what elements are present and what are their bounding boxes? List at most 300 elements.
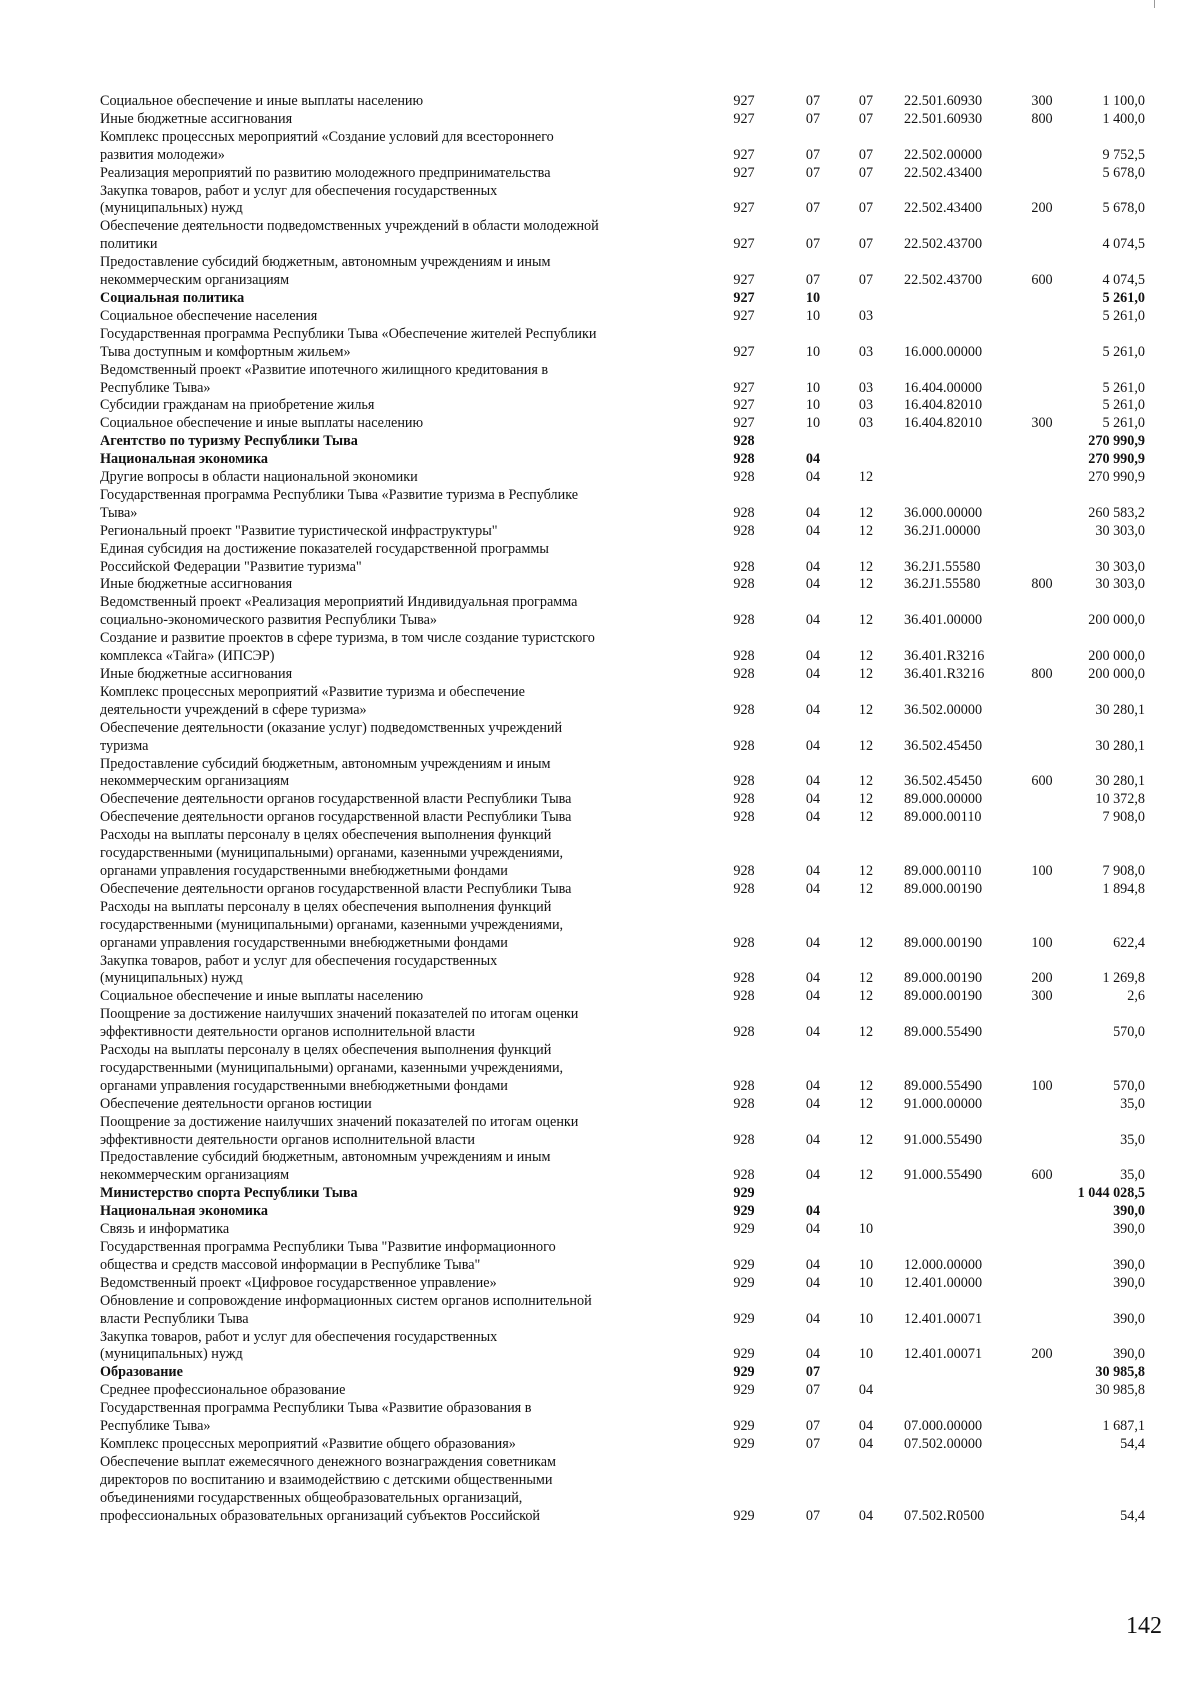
admin-code: 927 bbox=[733, 146, 755, 163]
amount: 35,0 bbox=[1120, 1167, 1145, 1184]
admin-code: 928 bbox=[733, 737, 755, 754]
amount: 270 990,9 bbox=[1088, 469, 1145, 486]
row-name: Социальное обеспечение населения bbox=[100, 307, 318, 324]
table-row bbox=[100, 1185, 1145, 1203]
table-row bbox=[100, 953, 1145, 989]
subsection-code: 03 bbox=[858, 379, 874, 396]
row-name: Региональный проект "Развитие туристической инфраструктуры" bbox=[100, 522, 498, 539]
row-name: Обеспечение деятельности органов государственной власти Республики Тыва bbox=[100, 791, 572, 808]
admin-code: 928 bbox=[733, 701, 755, 718]
section-code: 07 bbox=[805, 164, 821, 181]
amount: 260 583,2 bbox=[1088, 504, 1145, 521]
subsection-code: 04 bbox=[858, 1418, 874, 1435]
subsection-code: 12 bbox=[858, 1131, 874, 1148]
amount: 35,0 bbox=[1120, 1095, 1145, 1112]
amount: 390,0 bbox=[1113, 1310, 1145, 1327]
admin-code: 929 bbox=[733, 1382, 755, 1399]
subsection-code: 10 bbox=[858, 1274, 874, 1291]
row-name: Государственная программа Республики Тыва "Развитие информационного общества и средств массовой информации в Республике Тыва" bbox=[100, 1239, 556, 1273]
amount: 5 261,0 bbox=[1102, 415, 1145, 432]
row-name: Социальное обеспечение и иные выплаты населению bbox=[100, 93, 424, 109]
budget-table bbox=[100, 93, 1145, 1526]
table-row bbox=[100, 451, 1145, 469]
admin-code: 927 bbox=[733, 236, 755, 253]
row-name: Предоставление субсидий бюджетным, автономным учреждениям и иным некоммерческим организациям bbox=[100, 1149, 551, 1184]
table-row bbox=[100, 165, 1145, 183]
subsection-code: 12 bbox=[858, 558, 874, 575]
section-code: 04 bbox=[805, 1221, 821, 1238]
row-name: Министерство спорта Республики Тыва bbox=[100, 1185, 358, 1202]
section-code: 07 bbox=[805, 110, 821, 127]
row-name: Расходы на выплаты персоналу в целях обеспечения выполнения функций государственными (муниципальными) органами, казенными учреждениями, органами управления государственными внебюджетными фондами bbox=[100, 1042, 564, 1094]
row-name: Создание и развитие проектов в сфере туризма, в том числе создание туристского комплекса «Тайга» (ИПСЭР) bbox=[100, 630, 595, 665]
target-article-code: 89.000.55490 bbox=[904, 1077, 983, 1094]
admin-code: 928 bbox=[733, 1167, 755, 1184]
table-row bbox=[100, 827, 1145, 881]
admin-code: 927 bbox=[733, 307, 755, 324]
subsection-code: 12 bbox=[858, 1095, 874, 1112]
section-code: 07 bbox=[805, 93, 821, 109]
expense-type-code: 200 bbox=[1031, 1346, 1053, 1363]
amount: 30 303,0 bbox=[1095, 558, 1145, 575]
amount: 390,0 bbox=[1113, 1203, 1145, 1220]
section-code: 04 bbox=[805, 1131, 821, 1148]
table-row bbox=[100, 899, 1145, 953]
target-article-code: 22.502.00000 bbox=[904, 146, 983, 163]
section-code: 04 bbox=[805, 648, 821, 665]
admin-code: 928 bbox=[733, 558, 755, 575]
subsection-code: 12 bbox=[858, 880, 874, 897]
expense-type-code: 600 bbox=[1031, 773, 1053, 790]
subsection-code: 12 bbox=[858, 1167, 874, 1184]
admin-code: 929 bbox=[733, 1418, 755, 1435]
table-row bbox=[100, 1114, 1145, 1150]
amount: 30 303,0 bbox=[1095, 522, 1145, 539]
row-name: Предоставление субсидий бюджетным, автономным учреждениям и иным некоммерческим организациям bbox=[100, 254, 551, 289]
target-article-code: 22.502.43700 bbox=[904, 236, 983, 253]
subsection-code: 10 bbox=[858, 1310, 874, 1327]
target-article-code: 22.502.43700 bbox=[904, 272, 983, 289]
expense-type-code: 200 bbox=[1031, 970, 1053, 987]
table-row bbox=[100, 720, 1145, 756]
section-code: 07 bbox=[805, 272, 821, 289]
row-name: Среднее профессиональное образование bbox=[100, 1382, 346, 1399]
admin-code: 928 bbox=[733, 666, 755, 682]
target-article-code: 91.000.00000 bbox=[904, 1095, 983, 1112]
amount: 390,0 bbox=[1113, 1221, 1145, 1238]
target-article-code: 16.404.00000 bbox=[904, 379, 983, 396]
subsection-code: 04 bbox=[858, 1435, 874, 1452]
table-row bbox=[100, 1006, 1145, 1042]
subsection-code: 12 bbox=[858, 504, 874, 521]
row-name: Комплекс процессных мероприятий «Развитие общего образования» bbox=[100, 1435, 516, 1452]
subsection-code: 07 bbox=[858, 200, 874, 217]
amount: 5 261,0 bbox=[1102, 289, 1145, 306]
admin-code: 928 bbox=[733, 612, 755, 629]
section-code: 07 bbox=[805, 1364, 821, 1381]
admin-code: 927 bbox=[733, 397, 755, 414]
target-article-code: 22.502.43400 bbox=[904, 200, 983, 217]
amount: 200 000,0 bbox=[1088, 648, 1145, 665]
amount: 1 894,8 bbox=[1102, 880, 1145, 897]
amount: 7 908,0 bbox=[1102, 809, 1145, 826]
target-article-code: 12.401.00000 bbox=[904, 1274, 983, 1291]
table-row bbox=[100, 254, 1145, 290]
subsection-code: 03 bbox=[858, 415, 874, 432]
amount: 4 074,5 bbox=[1102, 236, 1145, 253]
amount: 5 261,0 bbox=[1102, 397, 1145, 414]
amount: 30 280,1 bbox=[1095, 737, 1145, 754]
table-row bbox=[100, 397, 1145, 415]
target-article-code: 07.000.00000 bbox=[904, 1418, 983, 1435]
subsection-code: 12 bbox=[858, 809, 874, 826]
admin-code: 928 bbox=[733, 648, 755, 665]
amount: 1 044 028,5 bbox=[1077, 1185, 1145, 1202]
section-code: 04 bbox=[805, 934, 821, 951]
subsection-code: 12 bbox=[858, 862, 874, 879]
section-code: 04 bbox=[805, 1095, 821, 1112]
amount: 30 985,8 bbox=[1095, 1382, 1145, 1399]
table-row bbox=[100, 1364, 1145, 1382]
admin-code: 929 bbox=[733, 1203, 755, 1220]
table-row bbox=[100, 218, 1145, 254]
row-name: Иные бюджетные ассигнования bbox=[100, 576, 293, 593]
admin-code: 929 bbox=[733, 1221, 755, 1238]
section-code: 04 bbox=[805, 1256, 821, 1273]
target-article-code: 12.000.00000 bbox=[904, 1256, 983, 1273]
amount: 5 261,0 bbox=[1102, 343, 1145, 360]
amount: 270 990,9 bbox=[1088, 451, 1145, 468]
subsection-code: 04 bbox=[858, 1507, 874, 1524]
expense-type-code: 200 bbox=[1031, 200, 1053, 217]
admin-code: 928 bbox=[733, 1077, 755, 1094]
admin-code: 929 bbox=[733, 1346, 755, 1363]
amount: 4 074,5 bbox=[1102, 272, 1145, 289]
target-article-code: 12.401.00071 bbox=[904, 1346, 983, 1363]
row-name: Государственная программа Республики Тыва «Обеспечение жителей Республики Тыва доступным и комфортным жильем» bbox=[100, 325, 597, 360]
subsection-code: 07 bbox=[858, 272, 874, 289]
subsection-code: 07 bbox=[858, 110, 874, 127]
target-article-code: 16.000.00000 bbox=[904, 343, 983, 360]
target-article-code: 89.000.55490 bbox=[904, 1024, 983, 1041]
table-row bbox=[100, 523, 1145, 541]
admin-code: 929 bbox=[733, 1256, 755, 1273]
expense-type-code: 300 bbox=[1031, 93, 1053, 109]
table-row bbox=[100, 1329, 1145, 1365]
admin-code: 928 bbox=[733, 1131, 755, 1148]
target-article-code: 36.502.45450 bbox=[904, 773, 983, 790]
table-row bbox=[100, 1096, 1145, 1114]
table-row bbox=[100, 988, 1145, 1006]
section-code: 04 bbox=[805, 522, 821, 539]
section-code: 07 bbox=[805, 200, 821, 217]
amount: 30 985,8 bbox=[1095, 1364, 1145, 1381]
table-row bbox=[100, 1454, 1145, 1526]
table-row bbox=[100, 881, 1145, 899]
target-article-code: 89.000.00190 bbox=[904, 880, 983, 897]
admin-code: 928 bbox=[733, 451, 755, 468]
table-row bbox=[100, 1293, 1145, 1329]
expense-type-code: 100 bbox=[1031, 862, 1053, 879]
section-code: 07 bbox=[805, 1507, 821, 1524]
subsection-code: 10 bbox=[858, 1346, 874, 1363]
section-code: 04 bbox=[805, 1346, 821, 1363]
amount: 7 908,0 bbox=[1102, 862, 1145, 879]
row-name: Комплекс процессных мероприятий «Создание условий для всестороннего развития молодежи» bbox=[100, 128, 554, 163]
subsection-code: 07 bbox=[858, 164, 874, 181]
amount: 200 000,0 bbox=[1088, 666, 1145, 682]
amount: 54,4 bbox=[1120, 1435, 1145, 1452]
section-code: 04 bbox=[805, 862, 821, 879]
row-name: Обновление и сопровождение информационных систем органов исполнительной власти Республики Тыва bbox=[100, 1292, 592, 1327]
section-code: 10 bbox=[805, 343, 821, 360]
section-code: 04 bbox=[805, 576, 821, 593]
row-name: Закупка товаров, работ и услуг для обеспечения государственных (муниципальных) нужд bbox=[100, 182, 498, 217]
admin-code: 927 bbox=[733, 415, 755, 432]
row-name: Социальное обеспечение и иные выплаты населению bbox=[100, 415, 424, 432]
table-row bbox=[100, 576, 1145, 594]
amount: 30 280,1 bbox=[1095, 701, 1145, 718]
target-article-code: 89.000.00110 bbox=[904, 809, 982, 826]
admin-code: 928 bbox=[733, 1024, 755, 1041]
row-name: Обеспечение деятельности подведомственных учреждений в области молодежной политики bbox=[100, 218, 599, 253]
admin-code: 928 bbox=[733, 862, 755, 879]
section-code: 04 bbox=[805, 988, 821, 1005]
target-article-code: 22.501.60930 bbox=[904, 93, 983, 109]
subsection-code: 12 bbox=[858, 934, 874, 951]
subsection-code: 12 bbox=[858, 791, 874, 808]
target-article-code: 12.401.00071 bbox=[904, 1310, 983, 1327]
admin-code: 928 bbox=[733, 469, 755, 486]
amount: 54,4 bbox=[1120, 1507, 1145, 1524]
row-name: Национальная экономика bbox=[100, 1203, 269, 1220]
admin-code: 928 bbox=[733, 988, 755, 1005]
subsection-code: 12 bbox=[858, 737, 874, 754]
amount: 200 000,0 bbox=[1088, 612, 1145, 629]
table-row bbox=[100, 326, 1145, 362]
admin-code: 928 bbox=[733, 1095, 755, 1112]
subsection-code: 03 bbox=[858, 343, 874, 360]
section-code: 04 bbox=[805, 1274, 821, 1291]
subsection-code: 03 bbox=[858, 397, 874, 414]
table-row bbox=[100, 684, 1145, 720]
section-code: 04 bbox=[805, 451, 821, 468]
section-code: 04 bbox=[805, 612, 821, 629]
row-name: Иные бюджетные ассигнования bbox=[100, 666, 293, 682]
section-code: 07 bbox=[805, 146, 821, 163]
target-article-code: 36.2J1.55580 bbox=[904, 558, 981, 575]
row-name: Единая субсидия на достижение показателей государственной программы Российской Федерации "Развитие туризма" bbox=[100, 540, 549, 575]
section-code: 04 bbox=[805, 809, 821, 826]
table-row bbox=[100, 1149, 1145, 1185]
section-code: 04 bbox=[805, 469, 821, 486]
row-name: Расходы на выплаты персоналу в целях обеспечения выполнения функций государственными (муниципальными) органами, казенными учреждениями, органами управления государственными внебюджетными фондами bbox=[100, 827, 564, 879]
amount: 1 687,1 bbox=[1102, 1418, 1145, 1435]
target-article-code: 22.501.60930 bbox=[904, 110, 983, 127]
target-article-code: 16.404.82010 bbox=[904, 415, 983, 432]
page-number: 142 bbox=[1126, 1613, 1162, 1639]
row-name: Ведомственный проект «Реализация мероприятий Индивидуальная программа социально-экономического развития Республики Тыва» bbox=[100, 594, 578, 629]
section-code: 07 bbox=[805, 1418, 821, 1435]
table-row bbox=[100, 809, 1145, 827]
section-code: 10 bbox=[805, 415, 821, 432]
table-row bbox=[100, 594, 1145, 630]
table-row bbox=[100, 541, 1145, 577]
table-row bbox=[100, 183, 1145, 219]
target-article-code: 36.000.00000 bbox=[904, 504, 983, 521]
subsection-code: 10 bbox=[858, 1221, 874, 1238]
amount: 1 400,0 bbox=[1102, 110, 1145, 127]
admin-code: 928 bbox=[733, 433, 755, 450]
row-name: Закупка товаров, работ и услуг для обеспечения государственных (муниципальных) нужд bbox=[100, 1328, 498, 1363]
expense-type-code: 300 bbox=[1031, 988, 1053, 1005]
subsection-code: 12 bbox=[858, 988, 874, 1005]
table-row bbox=[100, 93, 1145, 111]
section-code: 07 bbox=[805, 236, 821, 253]
admin-code: 929 bbox=[733, 1507, 755, 1524]
section-code: 04 bbox=[805, 504, 821, 521]
subsection-code: 12 bbox=[858, 666, 874, 682]
table-row bbox=[100, 1436, 1145, 1454]
subsection-code: 12 bbox=[858, 1077, 874, 1094]
amount: 5 261,0 bbox=[1102, 307, 1145, 324]
table-row bbox=[100, 433, 1145, 451]
subsection-code: 07 bbox=[858, 236, 874, 253]
row-name: Ведомственный проект «Цифровое государственное управление» bbox=[100, 1274, 497, 1291]
amount: 5 261,0 bbox=[1102, 379, 1145, 396]
target-article-code: 91.000.55490 bbox=[904, 1131, 983, 1148]
subsection-code: 12 bbox=[858, 773, 874, 790]
section-code: 07 bbox=[805, 1435, 821, 1452]
amount: 390,0 bbox=[1113, 1274, 1145, 1291]
row-name: Субсидии гражданам на приобретение жилья bbox=[100, 397, 375, 414]
scan-edge-mark bbox=[1154, 0, 1155, 8]
admin-code: 928 bbox=[733, 809, 755, 826]
row-name: Обеспечение выплат ежемесячного денежного вознаграждения советникам директоров по воспитанию и взаимодействию с детскими общественными объединениями государственных общеобразовательных организаций, профессиональных образовательных организаций субъектов Российской bbox=[100, 1453, 557, 1524]
amount: 30 303,0 bbox=[1095, 576, 1145, 593]
table-row bbox=[100, 756, 1145, 792]
amount: 622,4 bbox=[1113, 934, 1145, 951]
row-name: Агентство по туризму Республики Тыва bbox=[100, 433, 358, 450]
admin-code: 929 bbox=[733, 1185, 755, 1202]
section-code: 04 bbox=[805, 880, 821, 897]
row-name: Национальная экономика bbox=[100, 451, 269, 468]
admin-code: 929 bbox=[733, 1274, 755, 1291]
expense-type-code: 800 bbox=[1031, 666, 1053, 682]
table-row bbox=[100, 791, 1145, 809]
section-code: 04 bbox=[805, 1024, 821, 1041]
subsection-code: 07 bbox=[858, 146, 874, 163]
row-name: Обеспечение деятельности органов государственной власти Республики Тыва bbox=[100, 880, 572, 897]
row-name: Связь и информатика bbox=[100, 1221, 230, 1238]
expense-type-code: 100 bbox=[1031, 934, 1053, 951]
admin-code: 929 bbox=[733, 1310, 755, 1327]
table-row bbox=[100, 1221, 1145, 1239]
target-article-code: 36.502.45450 bbox=[904, 737, 983, 754]
subsection-code: 12 bbox=[858, 612, 874, 629]
section-code: 04 bbox=[805, 666, 821, 682]
table-row bbox=[100, 666, 1145, 684]
amount: 390,0 bbox=[1113, 1346, 1145, 1363]
table-row bbox=[100, 469, 1145, 487]
table-row bbox=[100, 290, 1145, 308]
target-article-code: 89.000.00190 bbox=[904, 988, 983, 1005]
amount: 9 752,5 bbox=[1102, 146, 1145, 163]
admin-code: 927 bbox=[733, 200, 755, 217]
amount: 35,0 bbox=[1120, 1131, 1145, 1148]
row-name: Обеспечение деятельности органов юстиции bbox=[100, 1095, 372, 1112]
admin-code: 927 bbox=[733, 164, 755, 181]
row-name: Другие вопросы в области национальной экономики bbox=[100, 469, 418, 486]
row-name: Поощрение за достижение наилучших значений показателей по итогам оценки эффективности деятельности органов исполнительной власти bbox=[100, 1113, 579, 1148]
row-name: Обеспечение деятельности (оказание услуг) подведомственных учреждений туризма bbox=[100, 719, 563, 754]
section-code: 04 bbox=[805, 1167, 821, 1184]
table-row bbox=[100, 1203, 1145, 1221]
admin-code: 929 bbox=[733, 1364, 755, 1381]
section-code: 04 bbox=[805, 773, 821, 790]
table-row bbox=[100, 1382, 1145, 1400]
section-code: 04 bbox=[805, 558, 821, 575]
expense-type-code: 600 bbox=[1031, 1167, 1053, 1184]
row-name: Расходы на выплаты персоналу в целях обеспечения выполнения функций государственными (муниципальными) органами, казенными учреждениями, органами управления государственными внебюджетными фондами bbox=[100, 898, 564, 951]
target-article-code: 07.502.R0500 bbox=[904, 1507, 985, 1524]
subsection-code: 03 bbox=[858, 307, 874, 324]
target-article-code: 36.502.00000 bbox=[904, 701, 983, 718]
target-article-code: 22.502.43400 bbox=[904, 164, 983, 181]
amount: 1 100,0 bbox=[1102, 93, 1145, 109]
expense-type-code: 800 bbox=[1031, 110, 1053, 127]
table-row bbox=[100, 308, 1145, 326]
admin-code: 927 bbox=[733, 272, 755, 289]
admin-code: 927 bbox=[733, 110, 755, 127]
target-article-code: 36.401.R3216 bbox=[904, 666, 985, 682]
subsection-code: 12 bbox=[858, 970, 874, 987]
section-code: 10 bbox=[805, 397, 821, 414]
admin-code: 927 bbox=[733, 93, 755, 109]
admin-code: 928 bbox=[733, 880, 755, 897]
row-name: Поощрение за достижение наилучших значений показателей по итогам оценки эффективности деятельности органов исполнительной власти bbox=[100, 1006, 579, 1041]
section-code: 04 bbox=[805, 791, 821, 808]
subsection-code: 12 bbox=[858, 469, 874, 486]
table-row bbox=[100, 1400, 1145, 1436]
row-name: Закупка товаров, работ и услуг для обеспечения государственных (муниципальных) нужд bbox=[100, 952, 498, 987]
row-name: Государственная программа Республики Тыва «Развитие туризма в Республике Тыва» bbox=[100, 486, 579, 521]
expense-type-code: 100 bbox=[1031, 1077, 1053, 1094]
subsection-code: 07 bbox=[858, 93, 874, 109]
section-code: 04 bbox=[805, 970, 821, 987]
target-article-code: 89.000.00110 bbox=[904, 862, 982, 879]
row-name: Социальная политика bbox=[100, 289, 245, 306]
row-name: Образование bbox=[100, 1364, 183, 1381]
amount: 10 372,8 bbox=[1095, 791, 1145, 808]
section-code: 04 bbox=[805, 701, 821, 718]
amount: 570,0 bbox=[1113, 1077, 1145, 1094]
section-code: 10 bbox=[805, 379, 821, 396]
row-name: Предоставление субсидий бюджетным, автономным учреждениям и иным некоммерческим организациям bbox=[100, 755, 551, 790]
target-article-code: 16.404.82010 bbox=[904, 397, 983, 414]
admin-code: 929 bbox=[733, 1435, 755, 1452]
subsection-code: 12 bbox=[858, 522, 874, 539]
admin-code: 928 bbox=[733, 970, 755, 987]
subsection-code: 04 bbox=[858, 1382, 874, 1399]
target-article-code: 91.000.55490 bbox=[904, 1167, 983, 1184]
admin-code: 927 bbox=[733, 289, 755, 306]
table-row bbox=[100, 415, 1145, 433]
table-row bbox=[100, 1275, 1145, 1293]
row-name: Ведомственный проект «Развитие ипотечного жилищного кредитования в Республике Тыва» bbox=[100, 361, 549, 396]
subsection-code: 12 bbox=[858, 576, 874, 593]
amount: 570,0 bbox=[1113, 1024, 1145, 1041]
